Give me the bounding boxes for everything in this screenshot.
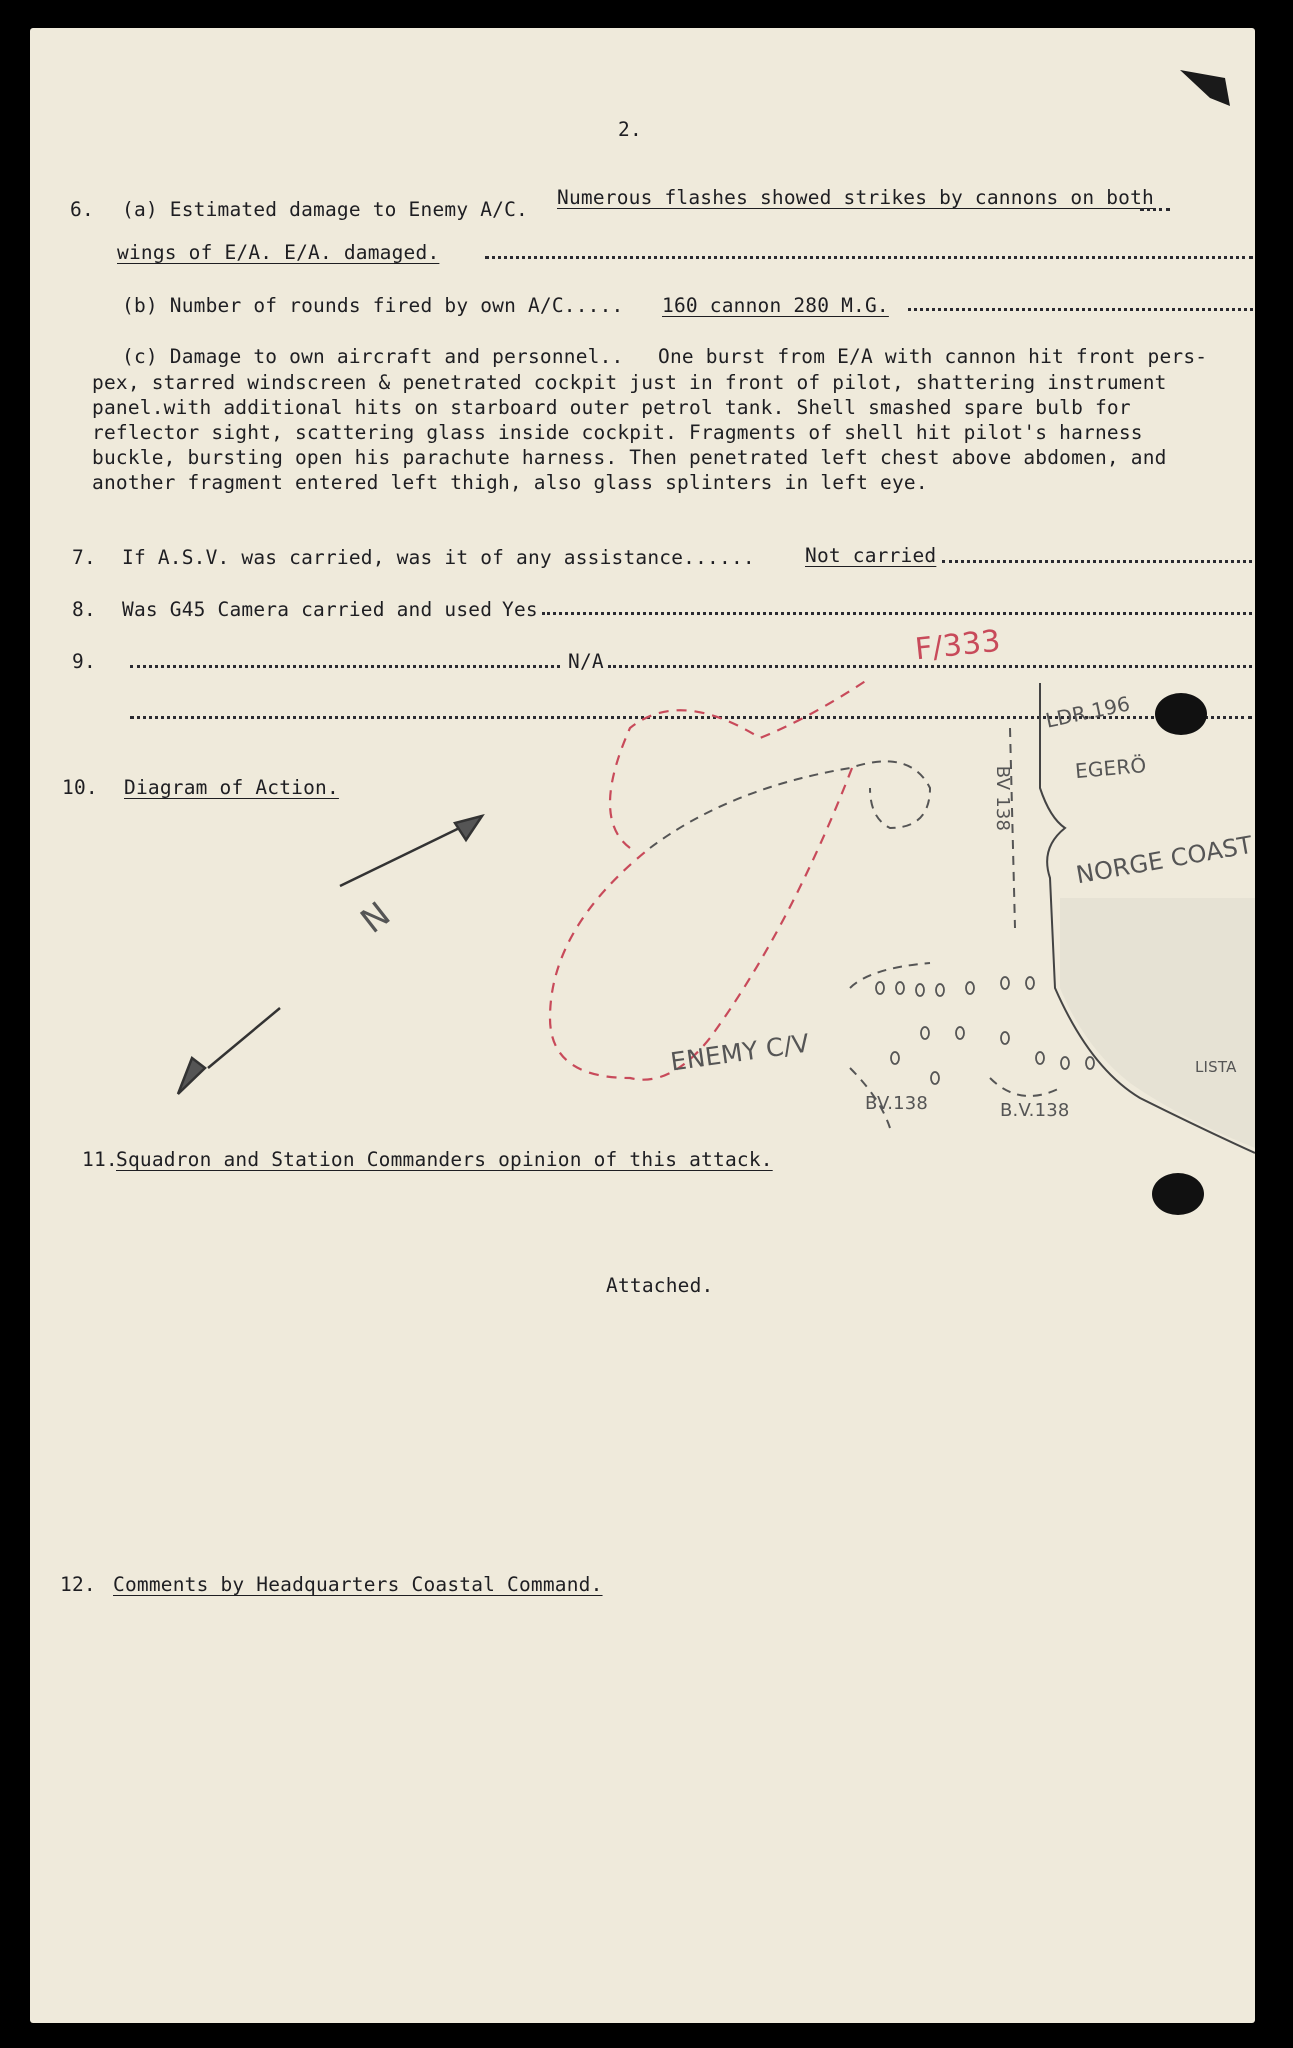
item-10-label: Diagram of Action. [124,776,339,799]
pencil-mark [1180,70,1230,106]
document-page [30,28,1255,2023]
item-6c-line: pex, starred windscreen & penetrated cockpit just in front of pilot, shattering instrument [92,371,1167,394]
item-7-label: If A.S.V. was carried, was it of any assistance...... [122,546,755,569]
item-6c-line: reflector sight, scattering glass inside cockpit. Fragments of shell hit pilot's harness [92,421,1143,444]
land-hatching [1060,898,1255,1148]
item-9-answer: N/A [568,650,604,673]
north-label: N [353,894,399,942]
coast-label: NORGE COAST [1073,830,1255,890]
item-8-answer: Yes [502,598,538,621]
item-8-number: 8. [72,598,96,621]
item-6b-label: (b) Number of rounds fired by own A/C..... [122,294,624,317]
item-6c-line: buckle, bursting open his parachute harness. Then penetrated left chest above abdomen, and [92,446,1167,469]
item-6c-line: One burst from E/A with cannon hit front pers- [658,345,1208,368]
item-11-number: 11. [82,1148,118,1171]
item-7-number: 7. [72,546,96,569]
enemy-convoy-label: ENEMY C/V [668,1028,812,1077]
lista-label: LISTA [1195,1058,1237,1076]
pencil-track [850,728,1060,1128]
item-8-label: Was G45 Camera carried and used [122,598,493,621]
pencil-track [650,761,930,848]
bv138-vertical-label: BV 138 [992,765,1014,832]
egero-label: EGERÖ [1074,752,1148,784]
item-12-label: Comments by Headquarters Coastal Command. [113,1573,603,1596]
page-number: 2. [618,118,642,141]
item-11-label: Squadron and Station Commanders opinion of this attack. [116,1148,773,1171]
item-6-number: 6. [70,198,94,221]
bv138-left-label: BV.138 [865,1093,929,1114]
item-6c-line: panel.with additional hits on starboard outer petrol tank. Shell smashed spare bulb for [92,396,1131,419]
item-7-answer: Not carried [805,544,937,567]
north-arrow [178,816,482,1094]
item-9-number: 9. [72,650,96,673]
item-6a-answer-line1: Numerous flashes showed strikes by cannons on both [557,186,1154,209]
red-pencil-mark: F/333 [913,623,1003,668]
item-6c-line: another fragment entered left thigh, also glass splinters in left eye. [92,471,928,494]
red-track [550,678,870,1080]
item-6a-label: (a) Estimated damage to Enemy A/C. [122,198,528,221]
ldr-label: LDR.196 [1043,691,1133,733]
punch-hole [1155,693,1207,735]
item-6a-answer-line2: wings of E/A. E/A. damaged. [117,241,440,264]
punch-hole [1152,1173,1204,1215]
convoy-ships [876,977,1094,1084]
item-12-number: 12. [60,1573,96,1596]
diagram-of-action [30,28,1255,2023]
item-6c-label: (c) Damage to own aircraft and personnel.. [122,345,624,368]
item-6b-answer: 160 cannon 280 M.G. [662,294,889,317]
item-11-answer: Attached. [606,1274,714,1297]
bv138-right-label: B.V.138 [1000,1100,1070,1121]
item-10-number: 10. [62,776,98,799]
